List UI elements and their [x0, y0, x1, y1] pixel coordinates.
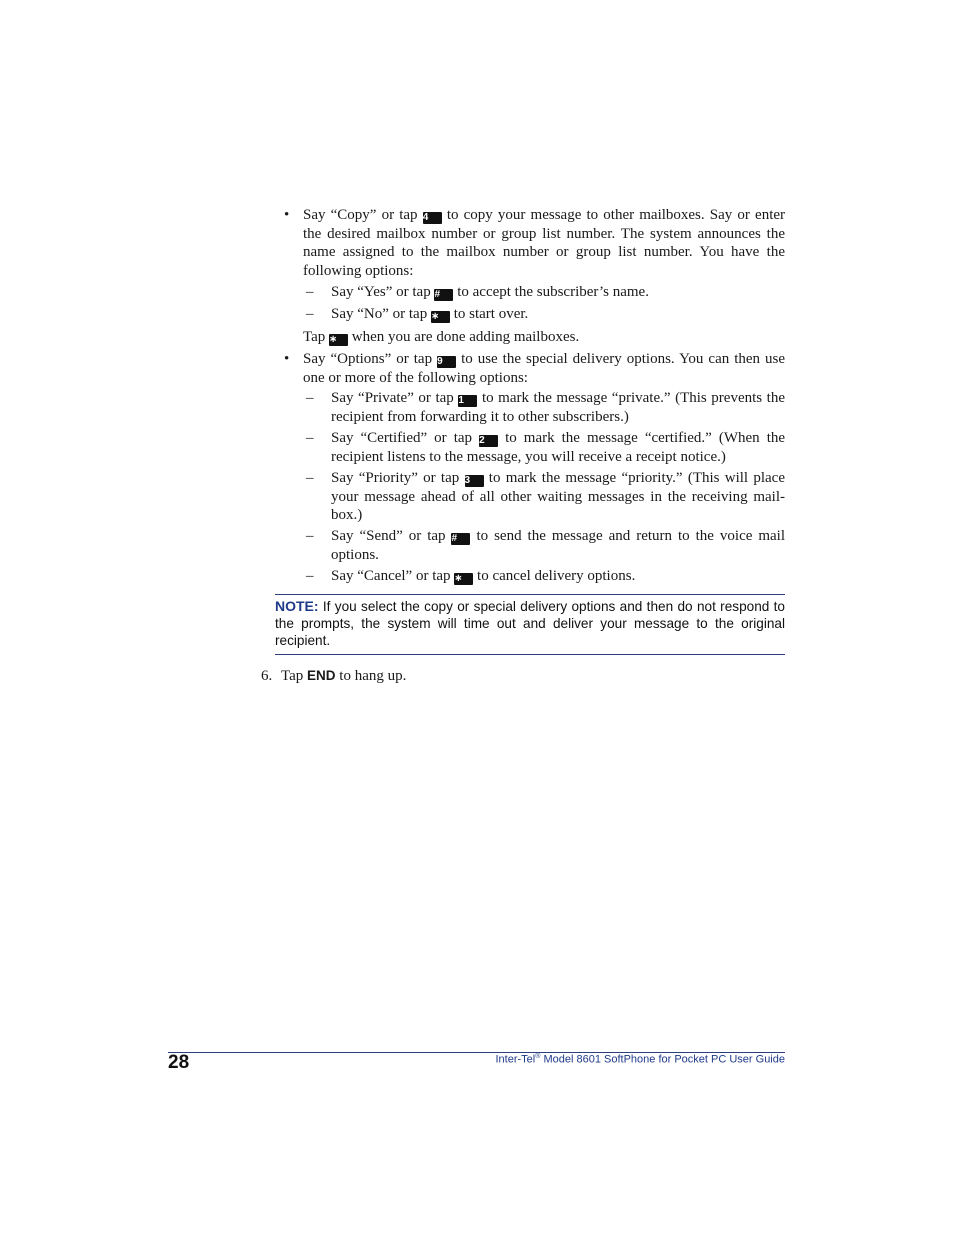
- tap-done-instruction: [303, 328, 785, 347]
- footer-guide-title: [495, 1053, 785, 1066]
- dash-marker: –: [306, 430, 314, 446]
- option-post: to accept the subscriber’s name.: [457, 284, 649, 300]
- copy-option-no: [331, 305, 785, 324]
- copy-instruction: [303, 206, 785, 280]
- option-post: to mark the message “private.” (This prevents the recipient from forwarding it to other subscribers.): [331, 390, 785, 425]
- key-4-icon: 4: [423, 212, 442, 224]
- dash-marker: –: [306, 470, 314, 486]
- step-post: to hang up.: [339, 668, 407, 684]
- bullet-marker: •: [284, 207, 290, 223]
- key-star-icon: ∗: [329, 334, 348, 346]
- option-pre: Say “Private” or tap: [331, 390, 454, 406]
- option-pre: Say “Send” or tap: [331, 528, 446, 544]
- key-9-icon: 9: [437, 356, 456, 368]
- delivery-option-priority: [331, 469, 785, 525]
- end-keyword: END: [307, 668, 336, 683]
- page-number: 28: [168, 1052, 190, 1073]
- delivery-option-send: [331, 527, 785, 564]
- dash-marker: –: [306, 568, 314, 584]
- option-pre: Say “Cancel” or tap: [331, 568, 451, 584]
- dash-marker: –: [306, 390, 314, 406]
- option-pre: Say “Yes” or tap: [331, 284, 431, 300]
- step-pre: Tap: [281, 668, 304, 684]
- note-label: NOTE:: [275, 598, 319, 614]
- option-pre: Say “Certified” or tap: [331, 430, 473, 446]
- footer-title-text: Model 8601 SoftPhone for Pocket PC User Guide: [543, 1053, 785, 1066]
- key-3-icon: 3: [465, 475, 484, 487]
- dash-marker: –: [306, 284, 314, 300]
- copy-pre: Say “Copy” or tap: [303, 207, 418, 223]
- delivery-option-certified: [331, 429, 785, 466]
- options-instruction: [303, 350, 785, 387]
- option-post: to send the message and return to the voice mail options.: [331, 528, 786, 563]
- registered-mark: ®: [535, 1053, 541, 1060]
- footer-brand: Inter-Tel: [495, 1053, 536, 1066]
- key-star-icon: ∗: [454, 573, 473, 585]
- key-1-icon: 1: [458, 395, 477, 407]
- delivery-option-private: [331, 389, 785, 426]
- option-post: to start over.: [453, 306, 529, 322]
- tap-done-post: when you are done adding mailboxes.: [351, 329, 580, 345]
- key-hash-icon: #: [434, 289, 453, 301]
- option-post: to cancel delivery options.: [477, 568, 636, 584]
- note-top-rule: [275, 594, 785, 595]
- bullet-marker: •: [284, 351, 290, 367]
- option-pre: Say “Priority” or tap: [331, 470, 460, 486]
- note-text: If you select the copy or special delivery options and then do not respond to the prompts, the system will time out and deliver your message to the original recipient.: [275, 599, 785, 648]
- option-post: to mark the message “certified.” (When the recipient listens to the message, you will receive a receipt notice.): [331, 430, 786, 465]
- tap-done-pre: Tap: [303, 329, 326, 345]
- note-box: [275, 598, 785, 649]
- options-post: to use the special delivery options. You can then use one or more of the following options:: [303, 351, 786, 386]
- copy-post: to copy your message to other mailboxes. Say or enter the desired mailbox number or group list number. The system announces the name assigned to the mailbox number or group list number. You have the following options:: [303, 207, 786, 279]
- key-star-icon: ∗: [431, 311, 450, 323]
- copy-option-yes: [331, 283, 785, 302]
- step-6: [261, 667, 406, 686]
- key-2-icon: 2: [479, 435, 498, 447]
- key-hash-icon: #: [451, 533, 470, 545]
- step-number: 6.: [261, 668, 273, 684]
- options-pre: Say “Options” or tap: [303, 351, 433, 367]
- option-post: to mark the message “priority.” (This will place your message ahead of all other waiting messages in the receiving mail-box.): [331, 470, 785, 523]
- dash-marker: –: [306, 306, 314, 322]
- option-pre: Say “No” or tap: [331, 306, 428, 322]
- note-bottom-rule: [275, 654, 785, 655]
- delivery-option-cancel: [331, 567, 785, 586]
- dash-marker: –: [306, 528, 314, 544]
